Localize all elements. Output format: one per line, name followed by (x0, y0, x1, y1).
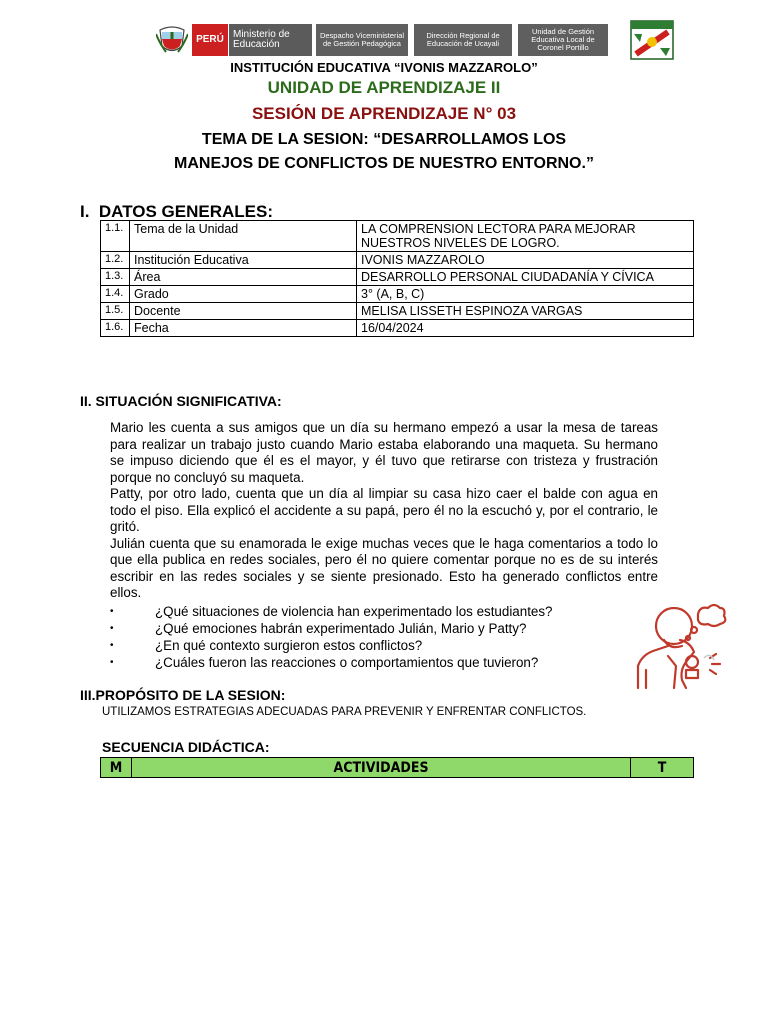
unidad-title: UNIDAD DE APRENDIZAJE II (267, 78, 501, 97)
col-m-header: M (101, 758, 132, 778)
datos-num: 1.4. (101, 286, 130, 303)
datos-value: 16/04/2024 (357, 320, 694, 337)
ministerio-educacion-logo (192, 24, 312, 56)
datos-label: Fecha (130, 320, 357, 337)
datos-value: DESARROLLO PERSONAL CIUDADANÍA Y CÍVICA (357, 269, 694, 286)
question-text: ¿Qué situaciones de violencia han experimentado los estudiantes? (155, 604, 553, 619)
datos-row (101, 320, 694, 337)
question-item (110, 620, 630, 637)
question-text: ¿En qué contexto surgieron estos conflictos? (155, 638, 423, 653)
datos-num: 1.3. (101, 269, 130, 286)
questions-list (110, 603, 630, 671)
question-item (110, 637, 630, 654)
datos-label: Institución Educativa (130, 252, 357, 269)
tema-line-1: TEMA DE LA SESION: “DESARROLLAMOS LOS (201, 131, 567, 148)
situacion-paragraph-2: Patty, por otro lado, cuenta que un día al limpiar su casa hizo caer el balde con agua en todo el piso. Ella explicó el accidente a su papá, pero él no la escuchó y, por el contrario, le gritó. (110, 486, 658, 534)
peru-label: PERÚ (192, 24, 229, 56)
ministerio-label: Ministerio de Educación (229, 24, 312, 56)
datos-row (101, 252, 694, 269)
situacion-paragraph-1: Mario les cuenta a sus amigos que un día su hermano empezó a usar la mesa de tareas para realizar un trabajo justo cuando Mario estaba elaborando una maqueta. Su hermano se impuso diciendo que él es el mayor, y él tuvo que retirarse con tristeza y frustración porque no concluyó su maqueta. (110, 420, 658, 485)
datos-generales-heading (80, 202, 273, 222)
situacion-paragraph-3: Julián cuenta que su enamorada le exige muchas veces que le haga comentarios a todo lo que ella publica en redes sociales, pero él no quiere comentar porque no es de su interés escribir en las redes sociales y se siente presionado. Esto ha generado conflictos entre ellos. (110, 535, 658, 600)
bullet: • (110, 640, 114, 651)
situacion-text (110, 420, 658, 602)
question-text: ¿Cuáles fueron las reacciones o comportamientos que tuvieron? (155, 655, 539, 670)
question-item (110, 603, 630, 620)
datos-num: 1.6. (101, 320, 130, 337)
bullet: • (110, 606, 114, 617)
datos-label: Grado (130, 286, 357, 303)
datos-num: 1.1. (101, 221, 130, 252)
datos-row (101, 286, 694, 303)
datos-generales-table (100, 220, 694, 337)
tema-line-2: MANEJOS DE CONFLICTOS DE NUESTRO ENTORNO.” (174, 155, 594, 172)
dre-logo: Dirección Regional de Educación de Ucayali (414, 24, 512, 56)
datos-label: Área (130, 269, 357, 286)
datos-row (101, 269, 694, 286)
datos-value: MELISA LISSETH ESPINOZA VARGAS (357, 303, 694, 320)
datos-row (101, 303, 694, 320)
peru-coat-of-arms-icon (156, 24, 188, 56)
datos-value: LA COMPRENSION LECTORA PARA MEJORAR NUESTROS NIVELES DE LOGRO. (357, 221, 694, 252)
datos-num: 1.2. (101, 252, 130, 269)
school-logo-icon (630, 20, 674, 60)
datos-label: Tema de la Unidad (130, 221, 357, 252)
bullet: • (110, 623, 114, 634)
thinking-person-icon (634, 600, 734, 692)
datos-heading-num: I. (80, 202, 90, 221)
institution-title (0, 60, 768, 75)
ugel-logo: Unidad de Gestión Educativa Local de Coronel Portillo (518, 24, 608, 56)
proposito-heading: III.PROPÓSITO DE LA SESION: (80, 687, 286, 703)
datos-value: 3° (A, B, C) (357, 286, 694, 303)
question-text: ¿Qué emociones habrán experimentado Julián, Mario y Patty? (155, 621, 527, 636)
col-t-header: T (631, 758, 694, 778)
bullet: • (110, 657, 114, 668)
proposito-text: UTILIZAMOS ESTRATEGIAS ADECUADAS PARA PREVENIR Y ENFRENTAR CONFLICTOS. (102, 706, 587, 718)
datos-label: Docente (130, 303, 357, 320)
tema-title (0, 128, 768, 176)
sesion-title: SESIÓN DE APRENDIZAJE N° 03 (251, 104, 517, 123)
datos-row (101, 221, 694, 252)
despacho-logo: Despacho Viceministerial de Gestión Pedagógica (316, 24, 408, 56)
actividades-table (100, 757, 694, 778)
datos-heading-text: DATOS GENERALES: (98, 202, 274, 221)
situacion-heading: II. SITUACIÓN SIGNIFICATIVA: (80, 393, 282, 409)
datos-num: 1.5. (101, 303, 130, 320)
actividades-header-row (101, 758, 694, 778)
question-item (110, 654, 630, 671)
institution-title-text: INSTITUCIÓN EDUCATIVA “IVONIS MAZZAROLO” (230, 60, 538, 75)
secuencia-heading: SECUENCIA DIDÁCTICA: (102, 739, 270, 755)
datos-value: IVONIS MAZZAROLO (357, 252, 694, 269)
col-actividades-header: ACTIVIDADES (132, 758, 631, 778)
